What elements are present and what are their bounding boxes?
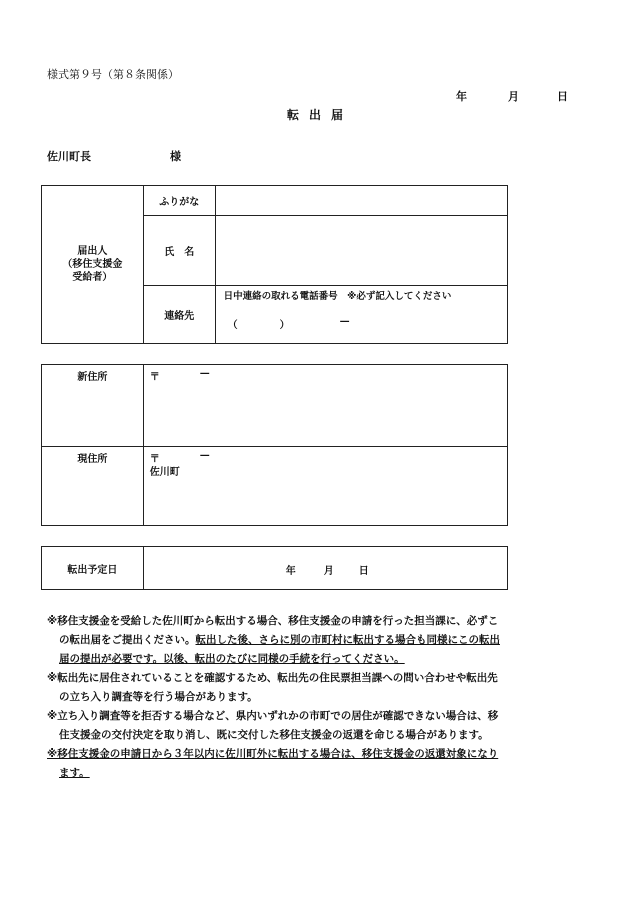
applicant-label-line-1: 届出人 <box>77 246 108 257</box>
current-postal-dash: — <box>199 450 210 461</box>
addressee-suffix: 様 <box>170 150 181 163</box>
note-1-line-2 <box>47 631 587 650</box>
form-number: 様式第９号（第８条関係） <box>47 68 179 81</box>
applicant-label-line-2: （移住支援金 <box>62 259 123 270</box>
new-address-field[interactable] <box>143 365 507 447</box>
note-4-line-1: ※移住支援金の申請日から３年以内に佐川町外に転出する場合は、移住支援金の返還対象になり <box>47 748 499 760</box>
planned-date-label: 転出予定日 <box>42 547 144 590</box>
furigana-label: ふりがな <box>143 186 215 216</box>
applicant-label-line-3: 受給者） <box>72 272 113 283</box>
note-1-line-2a: の転出届をご提出ください。 <box>59 634 196 646</box>
note-4-line-2: ます。 <box>59 767 90 779</box>
addressee: 佐川町長 <box>47 150 91 163</box>
applicant-section-label <box>42 186 144 344</box>
name-field[interactable] <box>215 216 507 286</box>
current-town: 佐川町 <box>149 467 180 478</box>
contact-field[interactable] <box>215 286 507 344</box>
current-address-label: 現住所 <box>42 447 144 526</box>
phone-paren-open: （ <box>227 320 238 331</box>
planned-month-label: 月 <box>323 566 334 577</box>
notes <box>47 612 587 783</box>
note-3-line-1: ※立ち入り調査等を拒否する場合など、県内いずれかの市町での居住が確認できない場合は、移 <box>47 710 499 722</box>
date-month-label: 月 <box>508 90 519 103</box>
planned-day-label: 日 <box>358 566 369 577</box>
note-2-line-2: の立ち入り調査等を行う場合があります。 <box>59 691 258 703</box>
note-2-line-1: ※転出先に居住されていることを確認するため、転出先の住民票担当課への問い合わせや転出先 <box>47 672 498 684</box>
new-postal-dash: — <box>199 368 210 379</box>
phone-dash: — <box>339 316 350 327</box>
current-address-field[interactable] <box>143 447 507 526</box>
planned-date-table <box>41 546 508 590</box>
new-address-label: 新住所 <box>42 365 144 447</box>
current-postal-mark: 〒 <box>149 454 160 465</box>
contact-label: 連絡先 <box>143 286 215 344</box>
date-year-label: 年 <box>456 90 467 103</box>
planned-date-field[interactable] <box>143 547 507 590</box>
note-1-line-3: 届の提出が必要です。以後、転出のたびに同様の手続を行ってください。 <box>59 653 405 665</box>
applicant-table <box>41 185 508 344</box>
name-label: 氏 名 <box>143 216 215 286</box>
address-table <box>41 364 508 526</box>
document-title: 転出届 <box>286 108 353 122</box>
planned-year-label: 年 <box>285 566 296 577</box>
phone-paren-close: ） <box>279 320 290 331</box>
note-1-line-1: ※移住支援金を受給した佐川町から転出する場合、移住支援金の申請を行った担当課に、必ずこ <box>47 615 499 627</box>
furigana-field[interactable] <box>215 186 507 216</box>
date-day-label: 日 <box>557 90 568 103</box>
new-postal-mark: 〒 <box>149 372 160 383</box>
contact-instruction: 日中連絡の取れる電話番号 ※必ず記入してください <box>223 291 452 302</box>
note-1-line-2b: 転出した後、さらに別の市町村に転出する場合も同様にこの転出 <box>195 634 500 646</box>
note-3-line-2: 住支援金の交付決定を取り消し、既に交付した移住支援金の返還を命じる場合があります。 <box>59 729 489 741</box>
